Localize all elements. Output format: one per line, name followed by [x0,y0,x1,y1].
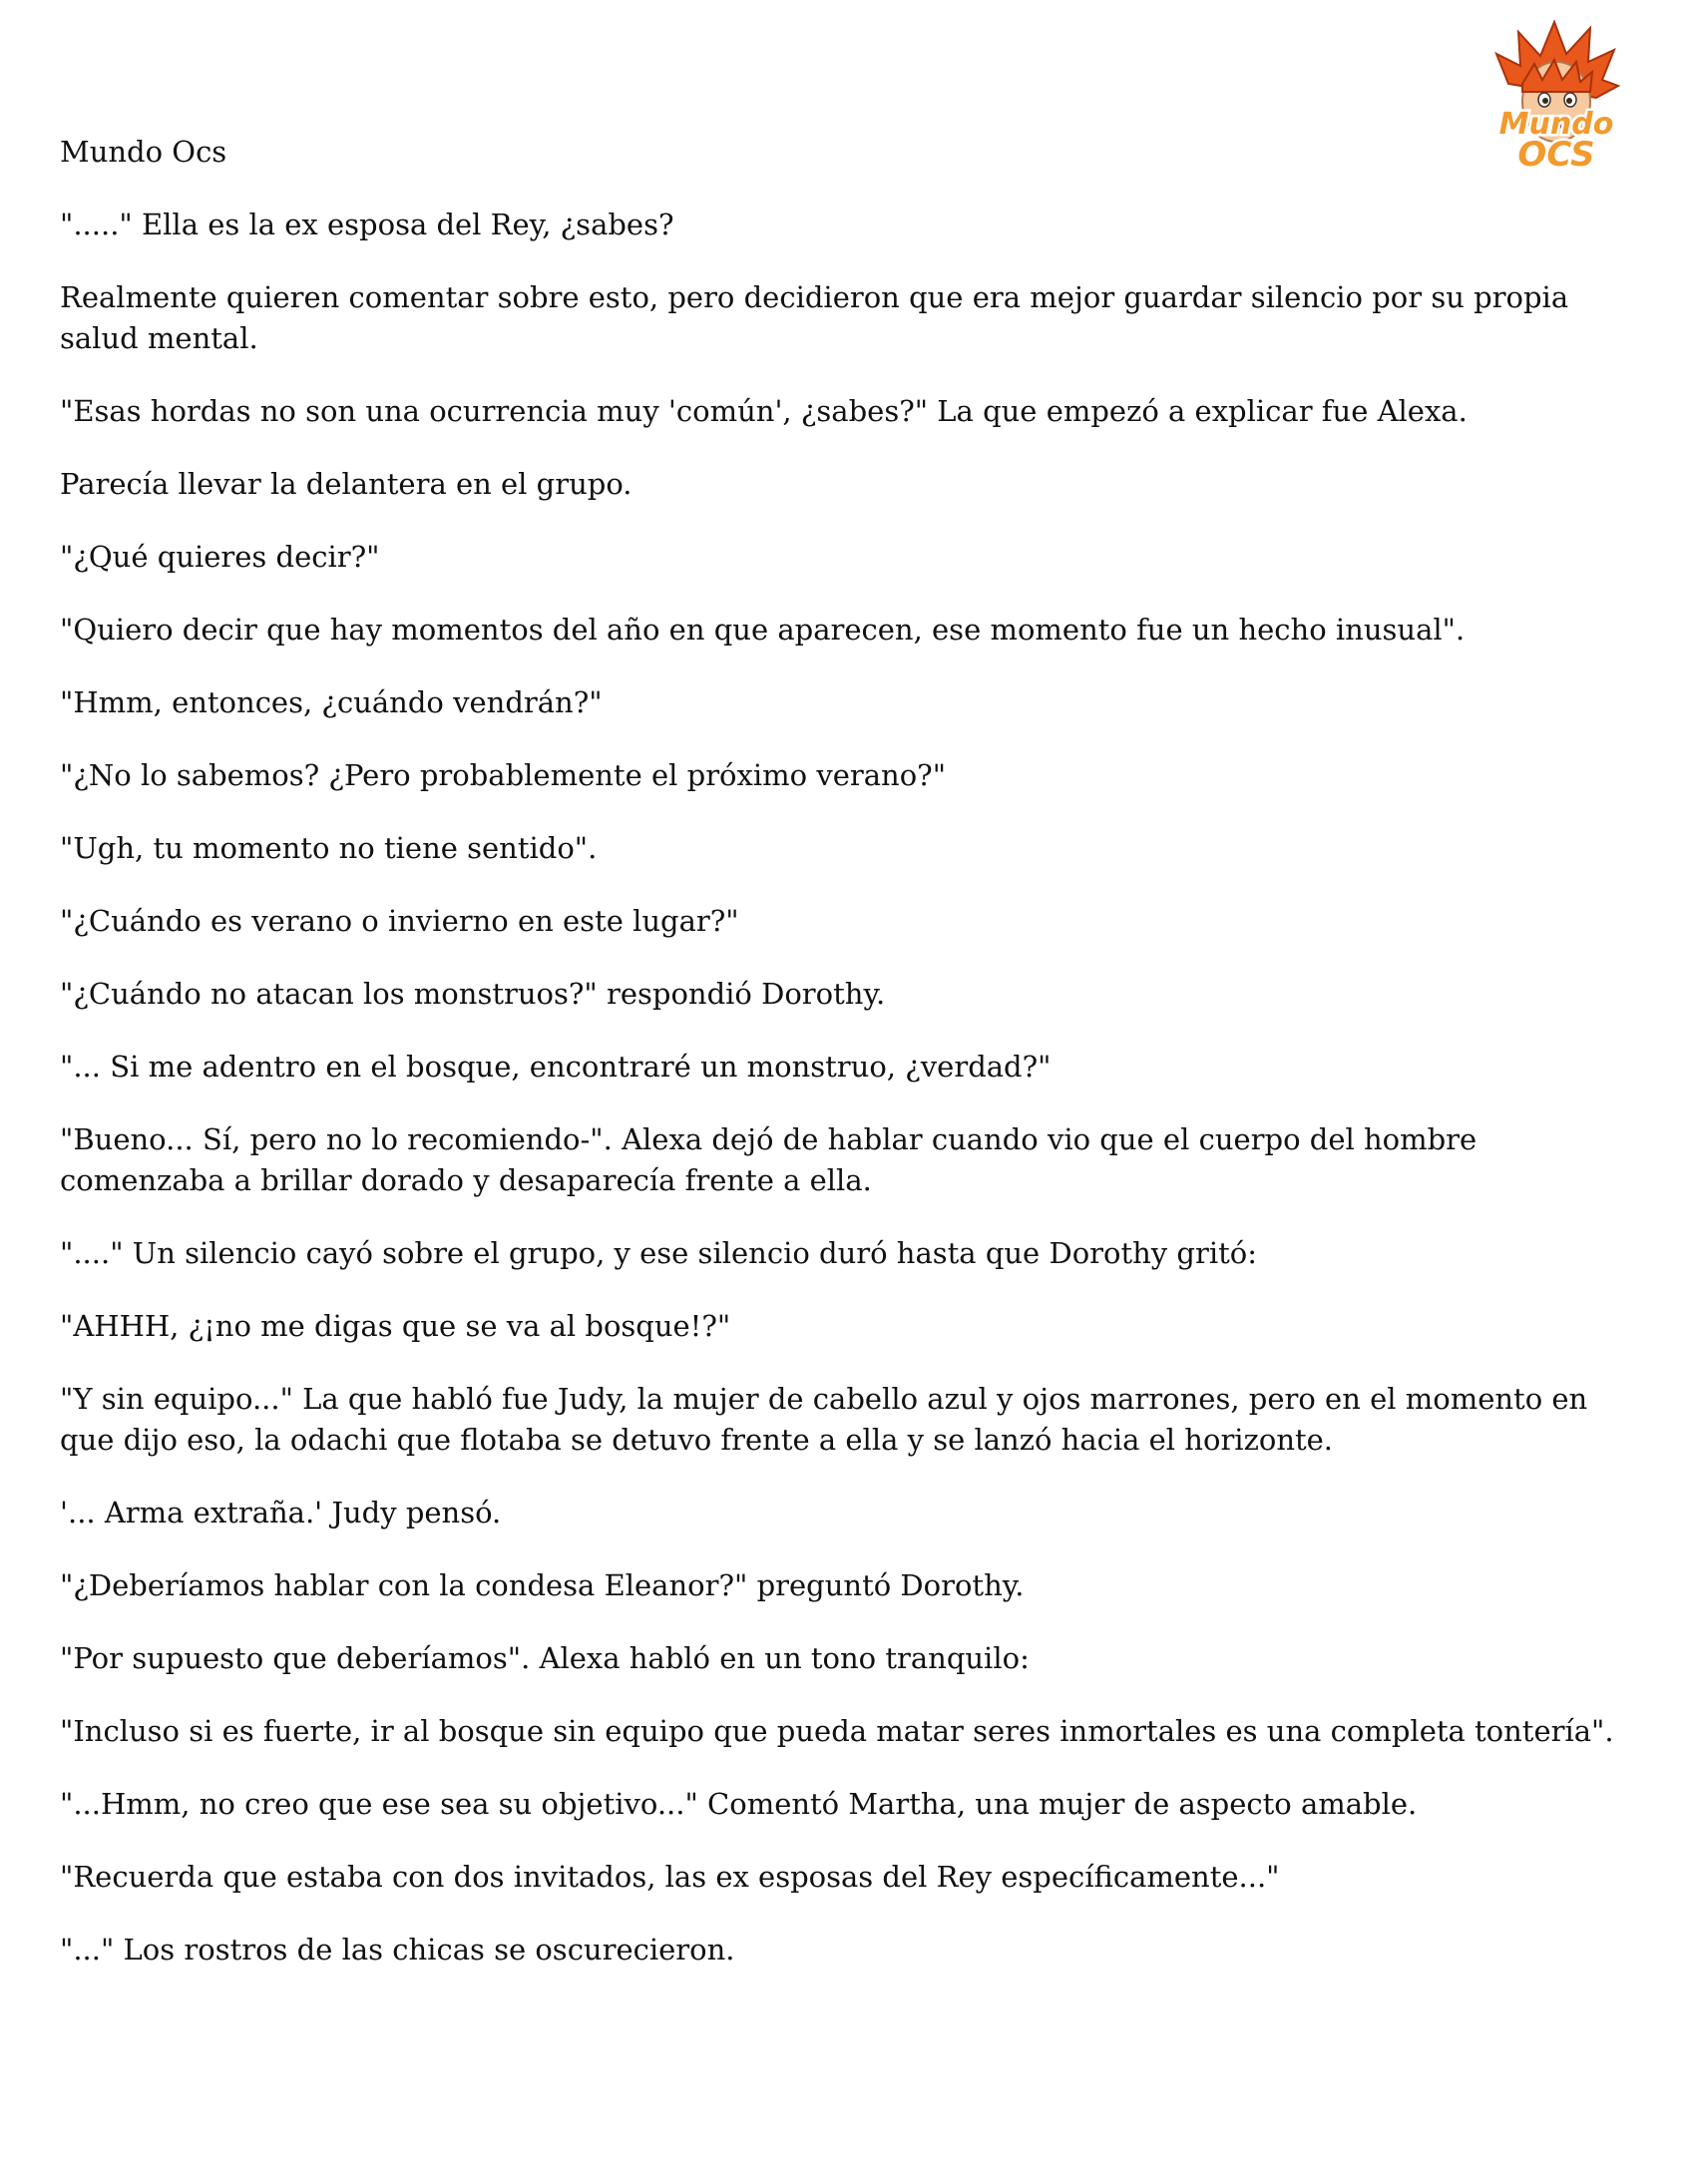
paragraph: "Por supuesto que deberíamos". Alexa habló en un tono tranquilo: [60,1641,1030,1675]
paragraph: "....." Ella es la ex esposa del Rey, ¿sabes? [60,208,674,241]
paragraph: "... Si me adentro en el bosque, encontraré un monstruo, ¿verdad?" [60,1050,1052,1084]
paragraph: "Quiero decir que hay momentos del año en que aparecen, ese momento fue un hecho inusual". [60,613,1466,647]
paragraph: "Esas hordas no son una ocurrencia muy 'común', ¿sabes?" La que empezó a explicar fue Alexa. [60,394,1468,428]
paragraph: "¿Deberíamos hablar con la condesa Eleanor?" preguntó Dorothy. [60,1568,1025,1602]
document-title: Mundo Ocs [60,135,227,169]
paragraph: Parecía llevar la delantera en el grupo. [60,467,633,501]
paragraph: "Y sin equipo..." La que habló fue Judy, la mujer de cabello azul y ojos marrones, pero en el momento en que dijo eso, la odachi que flotaba se detuvo frente a ella y se lanzó hacia el horizonte. [60,1382,1588,1457]
paragraph: "¿No lo sabemos? ¿Pero probablemente el próximo verano?" [60,758,947,792]
document-body [60,132,1636,2002]
paragraph: '... Arma extraña.' Judy pensó. [60,1496,502,1529]
logo-text-ocs: OCS [1517,135,1595,175]
paragraph: "Recuerda que estaba con dos invitados, las ex esposas del Rey específicamente..." [60,1860,1280,1894]
paragraph: "Bueno... Sí, pero no lo recomiendo-". Alexa dejó de hablar cuando vio que el cuerpo del hombre comenzaba a brillar dorado y desaparecía frente a ella. [60,1122,1477,1197]
logo-text-mundo: Mundo [1498,107,1614,142]
paragraph: "¿Cuándo no atacan los monstruos?" respondió Dorothy. [60,977,886,1011]
paragraph: "Hmm, entonces, ¿cuándo vendrán?" [60,685,603,719]
paragraph: "...." Un silencio cayó sobre el grupo, y ese silencio duró hasta que Dorothy gritó: [60,1236,1257,1270]
paragraph: "...Hmm, no creo que ese sea su objetivo..." Comentó Martha, una mujer de aspecto amable. [60,1787,1418,1821]
paragraph: "¿Qué quieres decir?" [60,540,380,574]
paragraph: Realmente quieren comentar sobre esto, pero decidieron que era mejor guardar silencio por su propia salud mental. [60,280,1569,355]
paragraph: "..." Los rostros de las chicas se oscurecieron. [60,1933,735,1966]
paragraph: "¿Cuándo es verano o invierno en este lugar?" [60,904,739,938]
paragraph: "AHHH, ¿¡no me digas que se va al bosque!?" [60,1309,731,1343]
paragraph: "Incluso si es fuerte, ir al bosque sin equipo que pueda matar seres inmortales es una completa tontería". [60,1714,1614,1748]
paragraph: "Ugh, tu momento no tiene sentido". [60,831,598,865]
